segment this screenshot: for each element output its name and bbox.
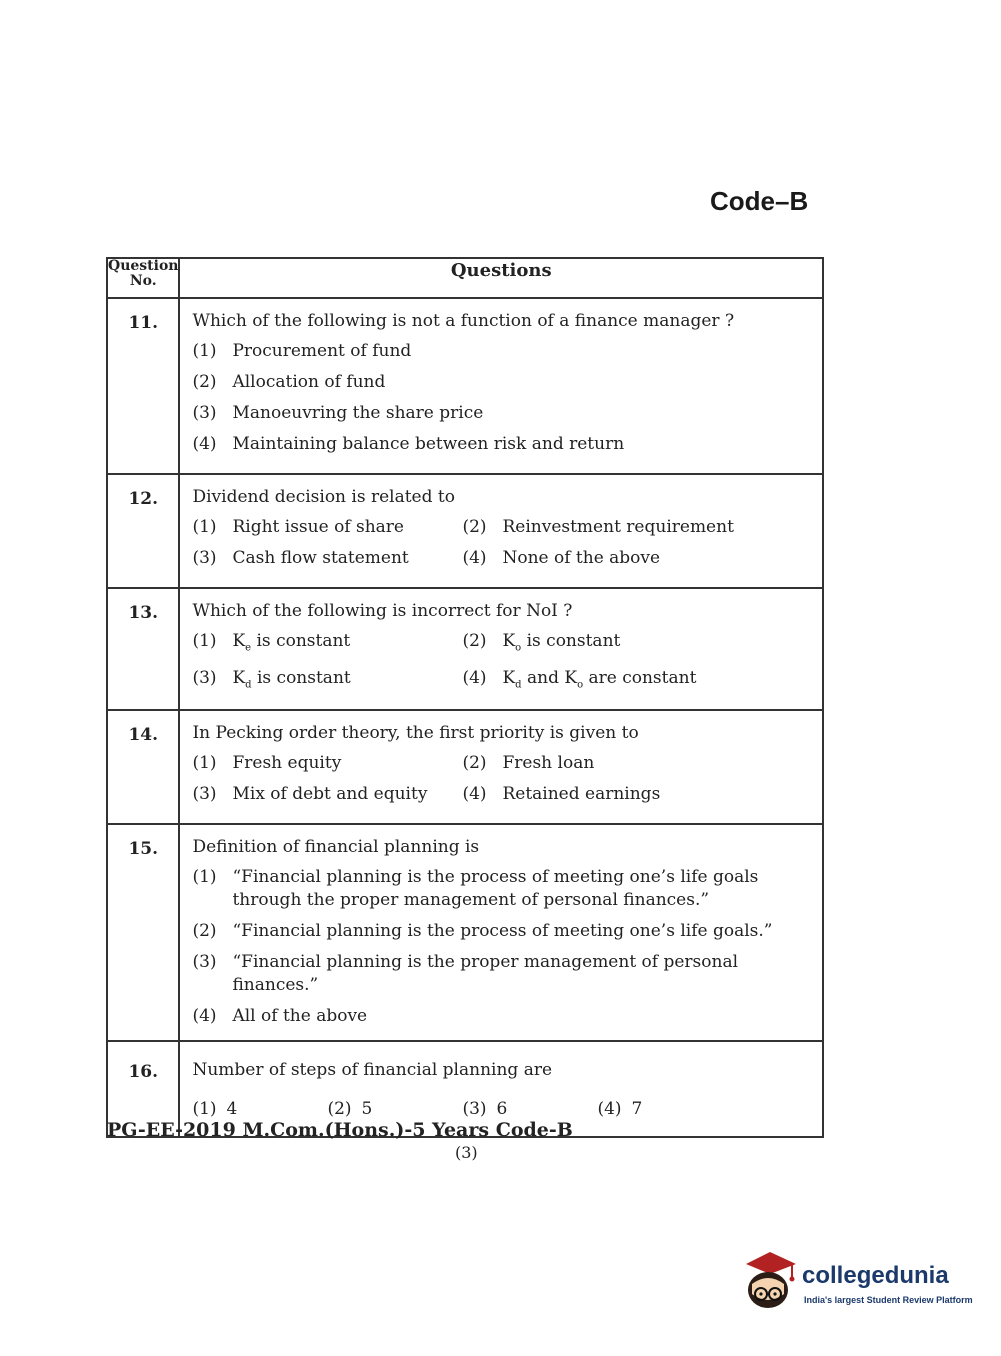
option-number: (3) [192, 668, 217, 689]
option-text: $K_o$ is constant [502, 631, 621, 654]
option-text: “Financial planning is the process of meeting one’s life goals through the proper management of personal finances.” [232, 866, 759, 910]
option [192, 951, 818, 997]
option [192, 402, 818, 425]
option-text: Maintaining balance between risk and return [232, 434, 625, 454]
code-label: Code–B [710, 186, 809, 216]
option [192, 433, 818, 456]
question-body [179, 588, 823, 710]
option-text: Allocation of fund [232, 372, 386, 392]
option-text: Right issue of share [232, 517, 404, 537]
question-text: Which of the following is incorrect for NoI ? [192, 601, 573, 621]
question-body [179, 474, 823, 588]
question-text: Number of steps of financial planning are [192, 1059, 553, 1080]
option-text: 6 [496, 1098, 508, 1119]
option-number: (1) [192, 1098, 217, 1119]
question-row [107, 824, 823, 1041]
logo-name: collegedunia [802, 1262, 949, 1289]
option-text: 5 [361, 1098, 373, 1119]
option-text: $K_d$ and $K_o$ are constant [502, 668, 697, 691]
option [192, 667, 462, 696]
option-text: Retained earnings [502, 783, 661, 804]
option-number: (4) [597, 1098, 622, 1119]
option-number: (4) [462, 548, 487, 568]
question-number: 12. [107, 474, 179, 588]
option-text: 4 [226, 1098, 238, 1119]
question-number: 14. [107, 710, 179, 824]
option-text: Procurement of fund [232, 341, 412, 361]
option-number: (2) [462, 631, 487, 651]
option-text: $K_e$ is constant [232, 631, 351, 654]
question-row [107, 474, 823, 588]
question-text: Which of the following is not a function of a finance manager ? [192, 311, 735, 331]
option-number: (3) [192, 951, 217, 972]
option [192, 371, 818, 394]
option [462, 752, 818, 775]
option-number: (3) [192, 403, 217, 423]
option [192, 340, 818, 363]
option-number: (2) [192, 920, 217, 941]
option [462, 547, 818, 570]
option-text: Fresh loan [502, 752, 595, 773]
option-number: (3) [192, 783, 217, 804]
question-text: In Pecking order theory, the first priority is given to [192, 722, 639, 743]
option-text: $K_d$ is constant [232, 668, 351, 691]
collegedunia-logo [740, 1250, 973, 1320]
option [192, 1098, 327, 1121]
option-number: (3) [192, 548, 217, 568]
option-number: (1) [192, 517, 217, 537]
option-number: (2) [462, 517, 487, 537]
option-text: Manoeuvring the share price [232, 403, 484, 423]
option-text: Reinvestment requirement [502, 517, 734, 537]
question-row [107, 710, 823, 824]
options-grid [192, 516, 818, 570]
option [192, 547, 462, 570]
question-body [179, 298, 823, 474]
option-text: Fresh equity [232, 752, 342, 773]
option-number: (1) [192, 752, 217, 773]
mascot-icon [740, 1250, 800, 1312]
question-body [179, 824, 823, 1041]
question-number: 15. [107, 824, 179, 1041]
question-number: 13. [107, 588, 179, 710]
option [192, 866, 818, 912]
option-number: (2) [462, 752, 487, 773]
option-number: (2) [327, 1098, 352, 1119]
option-number: (4) [462, 783, 487, 804]
question-body [179, 710, 823, 824]
option [462, 667, 818, 696]
option-number: (4) [192, 434, 217, 454]
option-text: “Financial planning is the process of meeting one’s life goals.” [232, 920, 773, 941]
table-header-row [107, 258, 823, 298]
options-grid [192, 752, 818, 806]
questions-header: Questions [179, 258, 823, 298]
question-row [107, 298, 823, 474]
question-table [106, 257, 824, 1138]
option [192, 630, 462, 659]
option-text: “Financial planning is the proper management of personal finances.” [232, 951, 739, 995]
option-text: Cash flow statement [232, 548, 409, 568]
option-text: 7 [631, 1098, 643, 1119]
option-number: (1) [192, 866, 217, 887]
option [192, 783, 462, 806]
option [462, 1098, 597, 1121]
option-text: Mix of debt and equity [232, 783, 428, 804]
options-row [192, 1098, 818, 1121]
option [192, 920, 818, 943]
question-no-header: Question No. [107, 258, 179, 298]
page-number: (3) [455, 1143, 478, 1162]
logo-tagline: India's largest Student Review Platform [804, 1295, 973, 1305]
option [192, 516, 462, 539]
option-number: (3) [462, 1098, 487, 1119]
question-number: 16. [107, 1041, 179, 1137]
question-row [107, 588, 823, 710]
exam-footer: PG-EE-2019 M.Com.(Hons.)-5 Years Code-B [107, 1119, 573, 1141]
option [597, 1098, 732, 1121]
option [192, 1005, 818, 1028]
option-number: (1) [192, 631, 217, 651]
option-number: (1) [192, 341, 217, 361]
option-number: (4) [192, 1005, 217, 1026]
question-text: Definition of financial planning is [192, 836, 480, 857]
option [462, 630, 818, 659]
question-number: 11. [107, 298, 179, 474]
options-grid [192, 630, 818, 697]
option [192, 752, 462, 775]
option-number: (2) [192, 372, 217, 392]
question-text: Dividend decision is related to [192, 487, 455, 507]
option-number: (4) [462, 668, 487, 689]
option-text: None of the above [502, 548, 661, 568]
option [462, 516, 818, 539]
option-text: All of the above [232, 1005, 368, 1026]
option [327, 1098, 462, 1121]
option [462, 783, 818, 806]
